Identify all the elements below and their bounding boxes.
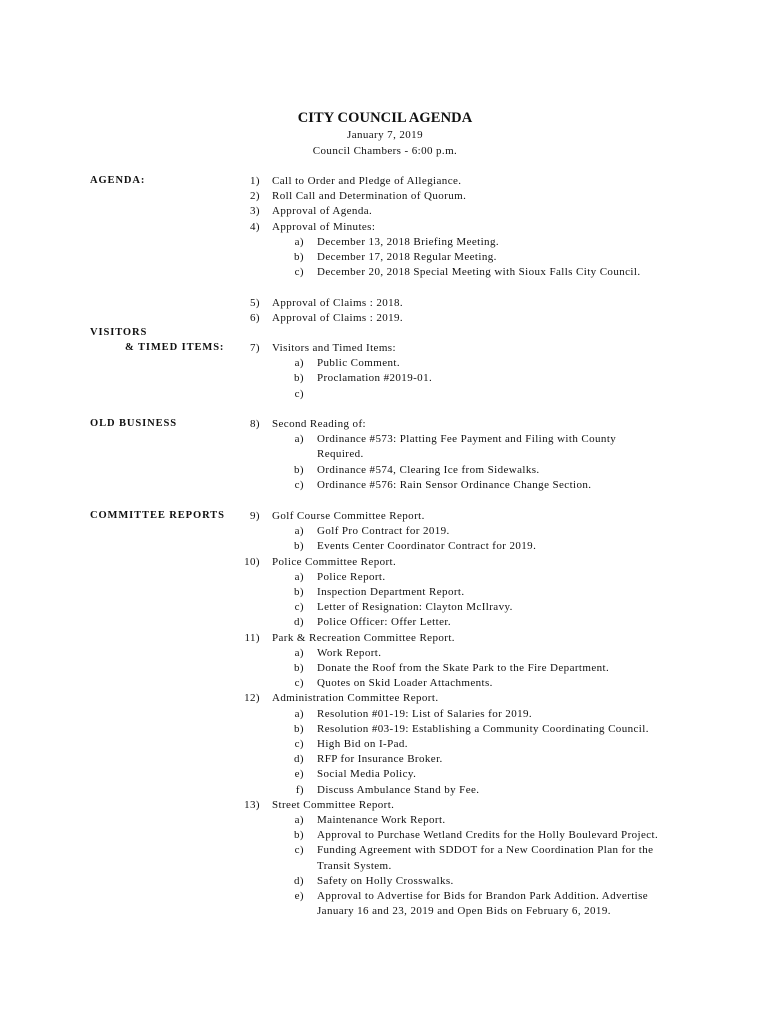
sub-item-letter: a) <box>294 235 304 248</box>
agenda-item-text: Call to Order and Pledge of Allegiance. <box>272 175 462 187</box>
agenda-item-number: 6) <box>250 312 260 325</box>
sub-item-letter: c) <box>294 844 304 857</box>
agenda-item-text: Police Committee Report. <box>272 555 397 568</box>
sub-item-letter: e) <box>294 768 304 781</box>
agenda-item-text: Approval of Agenda. <box>272 205 373 218</box>
sub-item-letter: b) <box>294 662 304 674</box>
sub-item-text: Approval to Purchase Wetland Credits for the Holly Boulevard Project. <box>317 829 659 842</box>
sub-item-text: RFP for Insurance Broker. <box>317 753 443 766</box>
sub-item-letter: d) <box>294 874 304 887</box>
sub-item-letter: d) <box>294 753 304 766</box>
agenda-item-number: 10) <box>244 555 260 568</box>
sub-item-text: Work Report. <box>317 646 382 659</box>
section-label-timed-items: & TIMED ITEMS: <box>125 342 225 353</box>
agenda-item-number: 9) <box>250 510 260 522</box>
page-title: CITY COUNCIL AGENDA <box>297 110 473 126</box>
agenda-item-text: Visitors and Timed Items: <box>272 342 396 354</box>
agenda-item-text: Street Committee Report. <box>272 798 395 811</box>
sub-item-text: Quotes on Skid Loader Attachments. <box>317 677 493 690</box>
sub-item-letter: b) <box>294 540 304 553</box>
sub-item-text: Events Center Coordinator Contract for 2019. <box>317 540 537 553</box>
sub-item-text: December 20, 2018 Special Meeting with Sioux Falls City Council. <box>317 266 641 279</box>
sub-item-letter: a) <box>294 357 304 370</box>
sub-item-letter: c) <box>294 677 304 690</box>
agenda-item-number: 1) <box>250 175 260 187</box>
agenda-item-number: 4) <box>250 220 260 233</box>
agenda-item-text: Second Reading of: <box>272 418 366 430</box>
sub-item-letter: b) <box>294 251 304 263</box>
sub-item-letter: f) <box>295 783 304 796</box>
section-label-committee-reports: COMMITTEE REPORTS <box>90 510 225 521</box>
agenda-item-text: Golf Course Committee Report. <box>272 510 425 522</box>
sub-item-letter: b) <box>294 372 304 385</box>
agenda-item-text: Park & Recreation Committee Report. <box>272 631 455 644</box>
section-label-agenda: AGENDA: <box>90 175 146 186</box>
sub-item-text: Golf Pro Contract for 2019. <box>317 525 450 538</box>
meeting-location: Council Chambers - 6:00 p.m. <box>312 145 458 157</box>
agenda-item-number: 7) <box>250 342 260 354</box>
sub-item-text: Resolution #01-19: List of Salaries for 2019. <box>317 707 533 720</box>
sub-item-letter: a) <box>294 707 304 720</box>
sub-item-text: Ordinance #576: Rain Sensor Ordinance Change Section. <box>317 478 592 491</box>
sub-item-letter: e) <box>294 890 304 902</box>
sub-item-text: Maintenance Work Report. <box>317 814 446 826</box>
agenda-item-number: 3) <box>250 205 260 218</box>
agenda-item-number: 12) <box>244 692 260 705</box>
sub-item-letter: a) <box>294 646 304 659</box>
sub-item-letter: a) <box>294 814 304 826</box>
sub-item-text: January 16 and 23, 2019 and Open Bids on February 6, 2019. <box>317 905 611 918</box>
agenda-item-number: 13) <box>244 798 260 811</box>
sub-item-letter: b) <box>294 722 304 735</box>
sub-item-letter: b) <box>294 829 304 842</box>
agenda-item-text: Approval of Claims : 2019. <box>272 312 404 325</box>
sub-item-text: High Bid on I-Pad. <box>317 738 408 750</box>
sub-item-text: Transit System. <box>317 859 392 872</box>
sub-item-letter: a) <box>294 570 304 583</box>
sub-item-text: Resolution #03-19: Establishing a Community Coordinating Council. <box>317 722 649 735</box>
sub-item-letter: d) <box>294 616 304 629</box>
sub-item-text: Public Comment. <box>317 357 400 370</box>
agenda-item-number: 8) <box>250 418 260 430</box>
sub-item-text: Approval to Advertise for Bids for Brandon Park Addition. Advertise <box>317 890 649 902</box>
sub-item-text: December 13, 2018 Briefing Meeting. <box>317 235 500 248</box>
sub-item-letter: b) <box>294 586 304 598</box>
sub-item-text: Social Media Policy. <box>317 768 417 781</box>
sub-item-text: Letter of Resignation: Clayton McIlravy. <box>317 601 513 614</box>
sub-item-text: Discuss Ambulance Stand by Fee. <box>317 783 480 796</box>
agenda-item-text: Roll Call and Determination of Quorum. <box>272 190 467 203</box>
section-label-visitors: VISITORS <box>90 327 148 338</box>
agenda-item-text: Approval of Claims : 2018. <box>272 297 404 309</box>
agenda-item-number: 5) <box>250 297 260 309</box>
sub-item-letter: a) <box>294 433 304 446</box>
sub-item-text: Required. <box>317 448 364 461</box>
sub-item-text: Ordinance #573: Platting Fee Payment and Filing with County <box>317 433 617 446</box>
sub-item-letter: c) <box>294 387 304 400</box>
sub-item-letter: c) <box>294 738 304 750</box>
sub-item-text: Funding Agreement with SDDOT for a New Coordination Plan for the <box>317 844 654 857</box>
agenda-item-text: Administration Committee Report. <box>272 692 439 705</box>
meeting-date: January 7, 2019 <box>347 129 423 141</box>
section-label-old-business: OLD BUSINESS <box>90 418 177 429</box>
sub-item-text: December 17, 2018 Regular Meeting. <box>317 251 497 263</box>
sub-item-text: Inspection Department Report. <box>317 586 465 598</box>
agenda-item-number: 11) <box>244 631 260 644</box>
sub-item-letter: c) <box>294 266 304 279</box>
sub-item-text: Ordinance #574, Clearing Ice from Sidewalks. <box>317 463 540 476</box>
sub-item-text: Police Officer: Offer Letter. <box>317 616 451 629</box>
sub-item-text: Proclamation #2019-01. <box>317 372 433 385</box>
sub-item-letter: c) <box>294 601 304 614</box>
agenda-item-number: 2) <box>250 190 260 203</box>
sub-item-letter: c) <box>294 478 304 491</box>
sub-item-text: Donate the Roof from the Skate Park to the Fire Department. <box>317 662 610 674</box>
sub-item-text: Police Report. <box>317 570 386 583</box>
sub-item-letter: a) <box>294 525 304 538</box>
sub-item-letter: b) <box>294 463 304 476</box>
agenda-item-text: Approval of Minutes: <box>272 220 376 233</box>
sub-item-text: Safety on Holly Crosswalks. <box>317 874 454 887</box>
